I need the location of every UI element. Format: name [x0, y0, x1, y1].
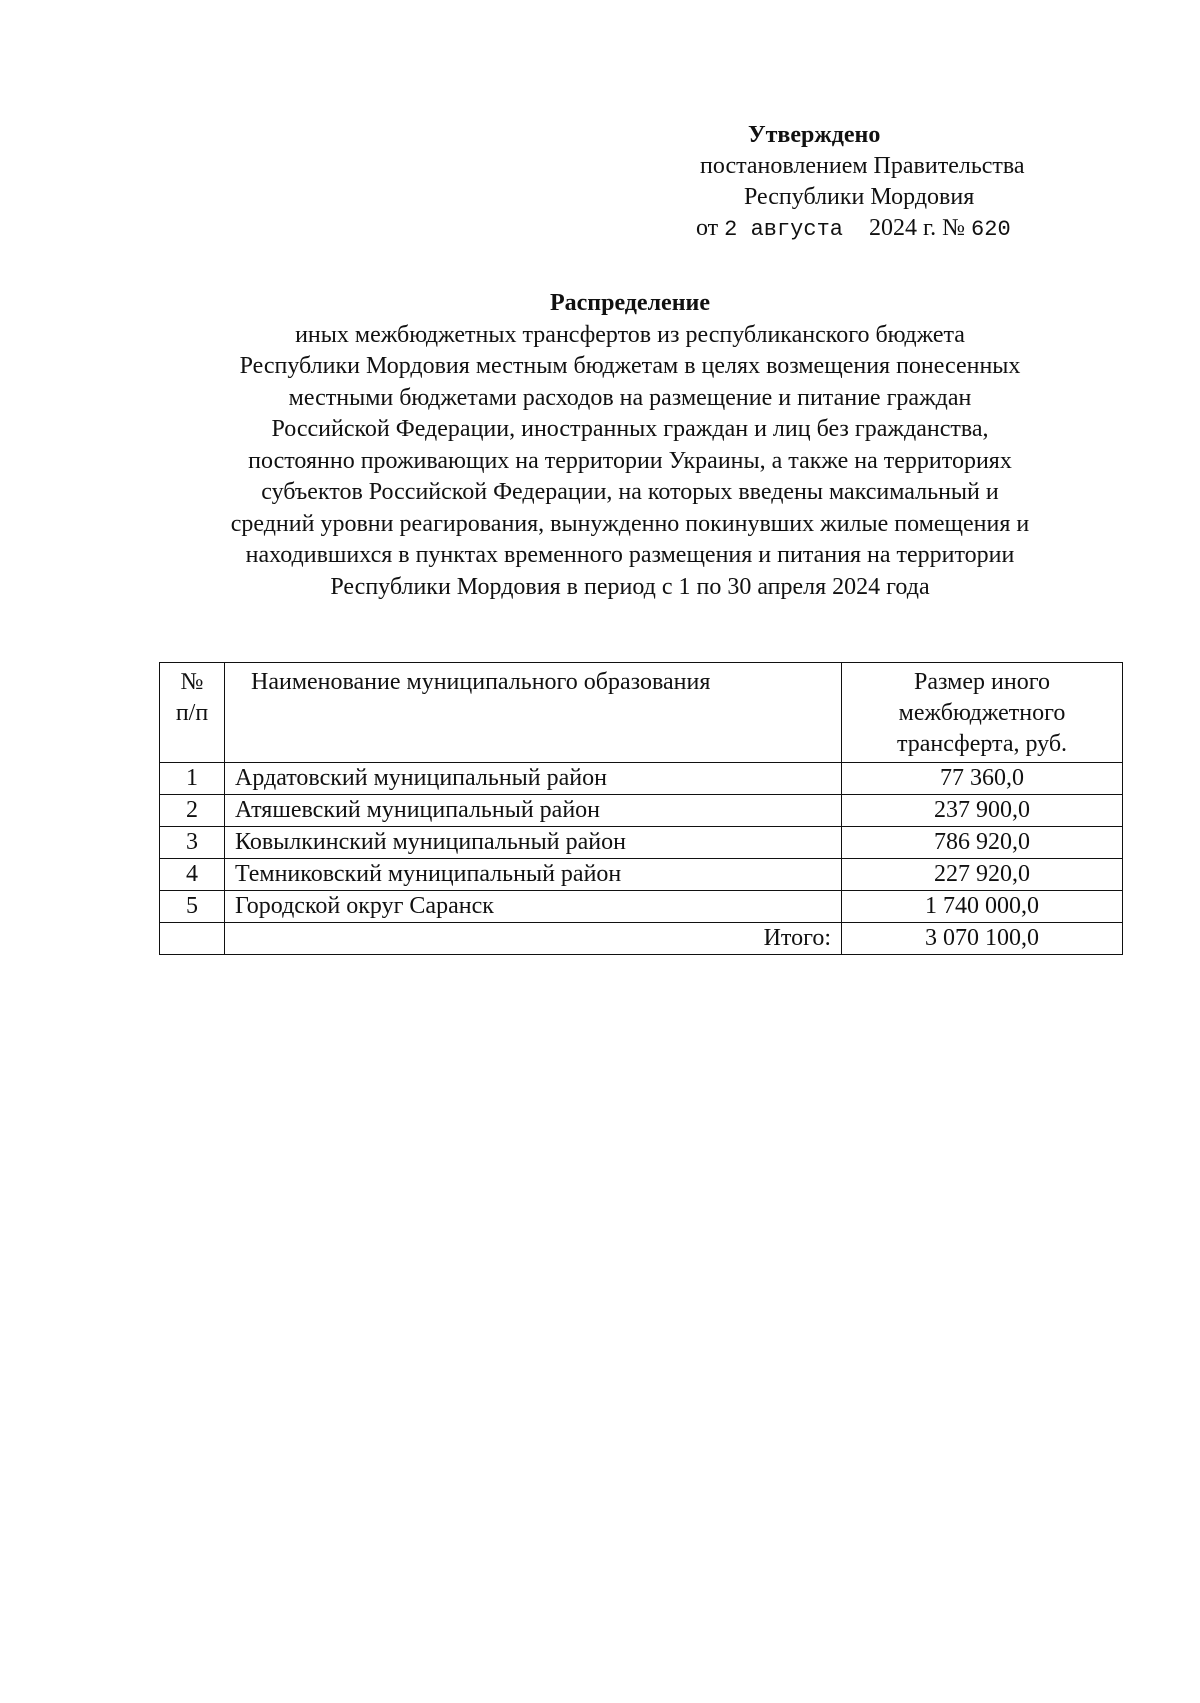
row-amount: 1 740 000,0	[842, 891, 1123, 923]
approval-title: Утверждено	[748, 122, 881, 148]
total-empty-cell	[160, 923, 225, 955]
document-heading: Распределение	[549, 290, 711, 316]
table-row	[160, 763, 1123, 795]
description-line: постоянно проживающих на территории Украины, а также на территориях	[248, 447, 1012, 474]
header-number	[160, 663, 225, 763]
description-line: иных межбюджетных трансфертов из республиканского бюджета	[295, 321, 965, 348]
row-number: 1	[160, 763, 225, 795]
row-name: Ардатовский муниципальный район	[225, 763, 842, 795]
row-number: 5	[160, 891, 225, 923]
description-line: субъектов Российской Федерации, на которых введены максимальный и	[261, 479, 999, 505]
description-line: средний уровни реагирования, вынужденно покинувших жилые помещения и	[230, 510, 1030, 537]
description-line: Республики Мордовия в период с 1 по 30 апреля 2024 года	[330, 573, 930, 600]
description-line: Республики Мордовия местным бюджетам в целях возмещения понесенных	[239, 353, 1021, 379]
header-amount-line3: трансферта, руб.	[896, 731, 1068, 757]
date-handwritten: 2 августа	[724, 217, 843, 242]
date-prefix: от	[696, 215, 719, 241]
table-total-row	[160, 923, 1123, 955]
row-amount: 227 920,0	[842, 859, 1123, 891]
row-amount: 786 920,0	[842, 827, 1123, 859]
header-amount-line1: Размер иного	[914, 669, 1050, 695]
approval-region: Республики Мордовия	[744, 184, 975, 210]
approval-stamp	[640, 120, 1060, 245]
row-amount: 77 360,0	[842, 763, 1123, 795]
row-amount: 237 900,0	[842, 795, 1123, 827]
header-number-line2: п/п	[175, 700, 209, 726]
decree-number: 620	[971, 217, 1011, 242]
total-label: Итого:	[225, 923, 842, 955]
approval-issuer: постановлением Правительства	[700, 153, 1025, 179]
table-header-row	[160, 663, 1123, 763]
description-line: находившихся в пунктах временного размещения и питания на территории	[245, 542, 1015, 568]
row-name: Темниковский муниципальный район	[225, 859, 842, 891]
date-year: 2024 г. №	[869, 215, 966, 241]
table-row	[160, 827, 1123, 859]
distribution-table	[159, 662, 1123, 955]
table-row	[160, 859, 1123, 891]
row-name: Городской округ Саранск	[225, 891, 842, 923]
description-line: местными бюджетами расходов на размещение и питание граждан	[288, 384, 972, 411]
header-number-line1: №	[180, 669, 204, 695]
row-number: 4	[160, 859, 225, 891]
header-amount	[842, 663, 1123, 763]
header-name: Наименование муниципального образования	[225, 663, 842, 763]
table-row	[160, 891, 1123, 923]
header-amount-line2: межбюджетного	[898, 700, 1066, 726]
total-amount: 3 070 100,0	[842, 923, 1123, 955]
row-name: Атяшевский муниципальный район	[225, 795, 842, 827]
row-number: 3	[160, 827, 225, 859]
row-name: Ковылкинский муниципальный район	[225, 827, 842, 859]
document-title-block	[150, 288, 1110, 603]
row-number: 2	[160, 795, 225, 827]
table-row	[160, 795, 1123, 827]
description-line: Российской Федерации, иностранных граждан и лиц без гражданства,	[271, 416, 989, 442]
approval-date-line	[640, 213, 1060, 245]
